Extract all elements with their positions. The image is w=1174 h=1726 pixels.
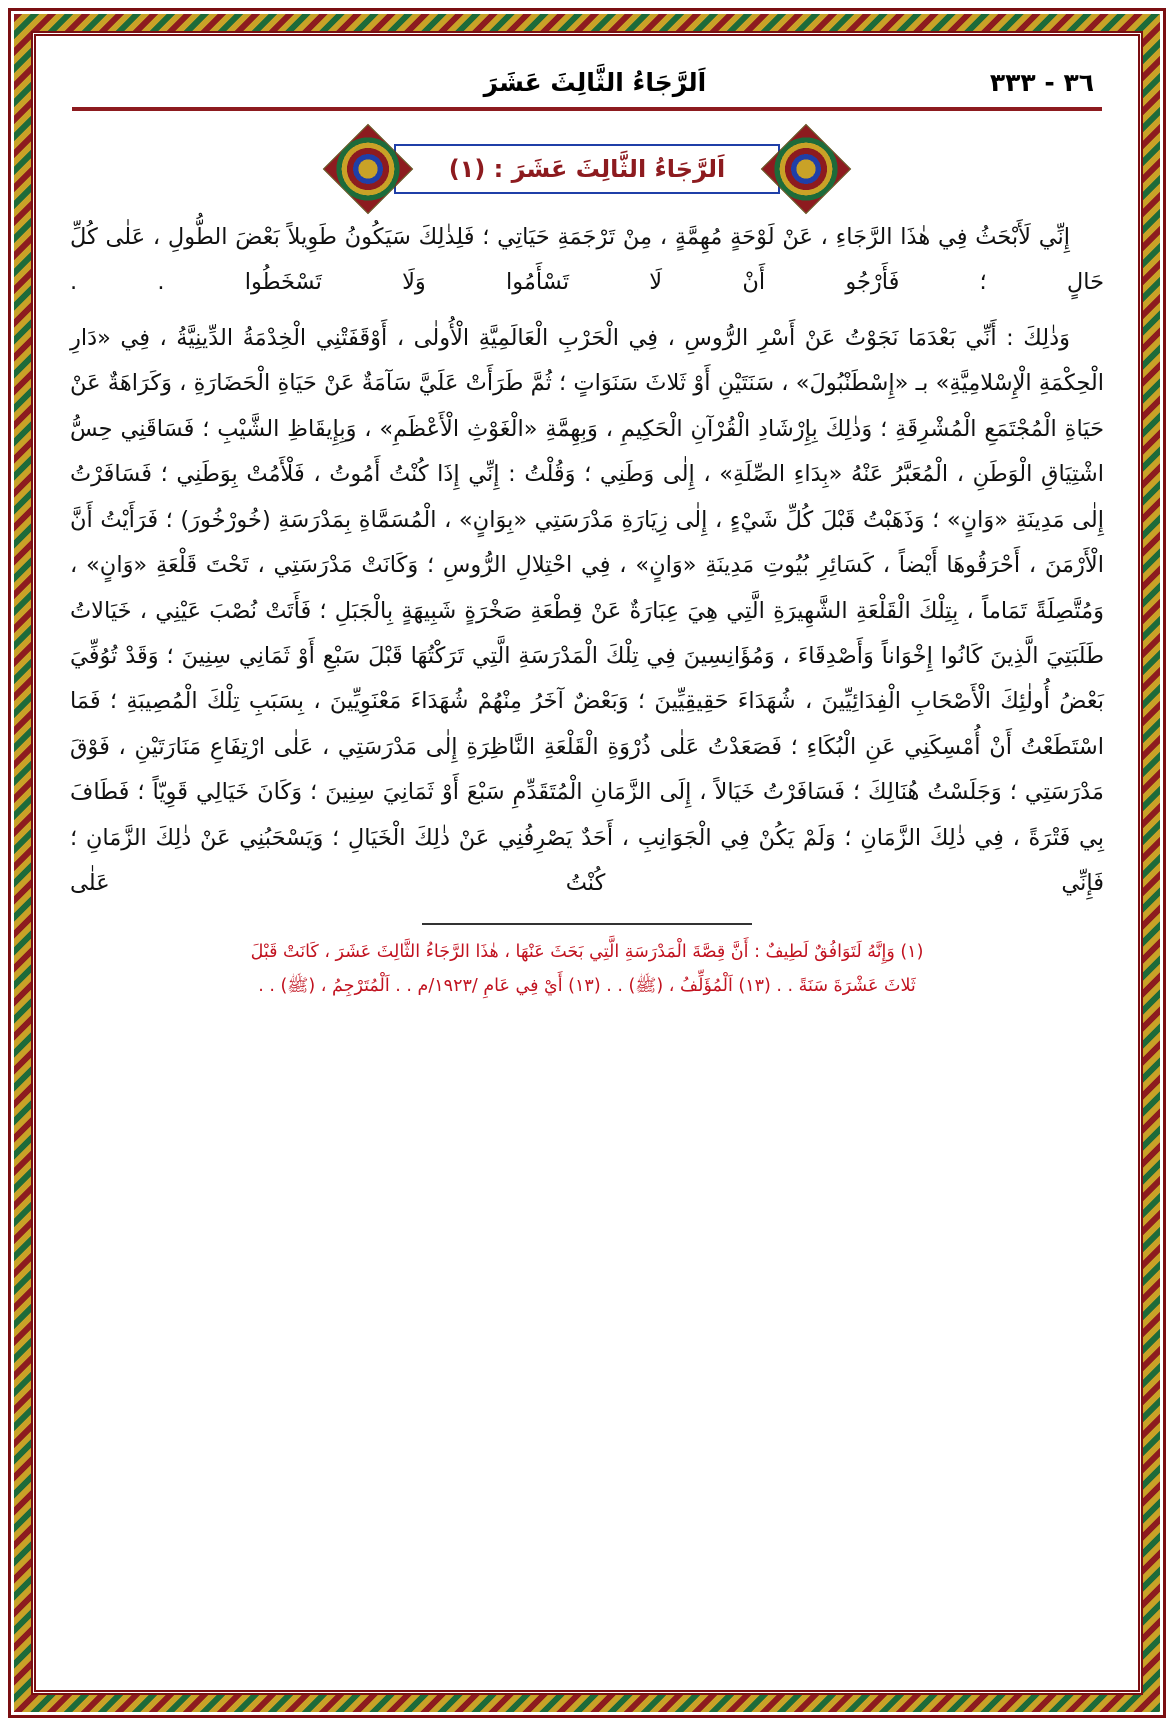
paragraph-2: وَذٰلِكَ : أَنِّي بَعْدَمَا نَجَوْتُ عَنْ أَسْرِ الرُّوسِ ، فِي الْحَرْبِ الْعَالَمِيَّةِ الْأُولٰى ، أَوْقَفَتْنِي الْخِدْمَةُ الدِّينِيَّةُ ، فِي «دَارِ الْحِكْمَةِ الْإِسْلامِيَّةِ» بـ «إِسْطَنْبُولَ» ، سَنَتَيْنِ أَوْ ثَلاثَ سَنَوَاتٍ ؛ ثُمَّ طَرَأَتْ عَلَيَّ سَآمَةٌ عَنْ حَيَاةِ الْحَضَارَةِ ، وَكَرَاهَةٌ عَنْ حَيَاةِ الْمُجْتَمَعِ الْمُشْرِقَةِ ؛ وَذٰلِكَ بِإِرْشَادِ الْقُرْآنِ الْحَكِيمِ ، وَبِهِمَّةِ «الْغَوْثِ الْأَعْظَمِ» ، وَبِإِيقَاظِ الشَّيْبِ ؛ فَسَاقَنِي حِسُّ اشْتِيَاقِ الْوَطَنِ ، الْمُعَبَّرُ عَنْهُ «بِدَاءِ الصِّلَةِ» ، إِلٰى وَطَنِي ؛ وَقُلْتُ : إِنِّي إِذَا كُنْتُ أَمُوتُ ، فَلْأَمُتْ بِوَطَنِي ؛ فَسَافَرْتُ إِلٰى مَدِينَةِ «وَانٍ» ؛ وَذَهَبْتُ قَبْلَ كُلِّ شَيْءٍ ، إِلٰى زِيَارَةِ مَدْرَسَتِي «بِوَانٍ» ، الْمُسَمَّاةِ بِمَدْرَسَةِ (خُورْخُورَ) ؛ فَرَأَيْتُ أَنَّ الْأَرْمَنَ ، أَحْرَقُوهَا أَيْضاً ، كَسَائِرِ بُيُوتِ مَدِينَةِ «وَانٍ» ، فِي احْتِلالِ الرُّوسِ ؛ وَكَانَتْ مَدْرَسَتِي ، تَحْتَ قَلْعَةِ «وَانٍ» ، وَمُتَّصِلَةً تَمَاماً ، بِتِلْكَ الْقَلْعَةِ الشَّهِيرَةِ الَّتِي هِيَ عِبَارَةٌ عَنْ قِطْعَةِ صَخْرَةٍ شَبِيهَةٍ بِالْجَبَلِ ؛ فَأَتَتْ نُصْبَ عَيْنِي ، خَيَالاتُ طَلَبَتِيَ الَّذِينَ كَانُوا إِخْوَاناً وَأَصْدِقَاءَ ، وَمُؤَانِسِينَ فِي تِلْكَ الْمَدْرَسَةِ الَّتِي تَرَكْتُهَا قَبْلَ سَبْعِ أَوْ ثَمَانِي سِنِينَ ؛ وَقَدْ تُوُفِّيَ بَعْضُ أُولٰئِكَ الْأَصْحَابِ الْفِدَائِيِّينَ ، شُهَدَاءَ حَقِيقِيِّينَ ؛ وَبَعْضٌ آخَرُ مِنْهُمْ شُهَدَاءَ مَعْنَوِيِّينَ ، بِسَبَبِ تِلْكَ الْمُصِيبَةِ ؛ فَمَا اسْتَطَعْتُ أَنْ أُمْسِكَنِي عَنِ الْبُكَاءِ ؛ فَصَعَدْتُ عَلٰى ذُرْوَةِ الْقَلْعَةِ النَّاظِرَةِ إِلٰى مَدْرَسَتِي ، عَلٰى ارْتِفَاعِ مَنَارَتَيْنِ ، فَوْقَ مَدْرَسَتِي ؛ وَجَلَسْتُ هُنَالِكَ ؛ فَسَافَرْتُ خَيَالاً ، إِلَى الزَّمَانِ الْمُتَقَدِّمِ سَبْعَ أَوْ ثَمَانِيَ سِنِينَ ؛ وَكَانَ خَيَالِي قَوِيّاً ؛ فَطَافَ بِي فَتْرَةً ، فِي ذٰلِكَ الزَّمَانِ ؛ وَلَمْ يَكُنْ فِي الْجَوَانِبِ ، أَحَدٌ يَصْرِفُنِي عَنْ ذٰلِكَ الْخَيَالِ ؛ وَيَسْحَبُنِي عَنْ ذٰلِكَ الزَّمَانِ ؛ فَإِنِّي كُنْتُ عَلٰى: [70, 324, 1104, 897]
body-text: [70, 215, 1104, 907]
ornament-medallion-right-icon: [761, 124, 852, 215]
footnote-line-2: ثَلاثَ عَشْرَةَ سَنَةً . . (١٣) اَلْمُؤَلِّفُ ، (ﷺ) . . (١٣) أَيْ فِي عَامِ /١٩٢٣/م . . اَلْمُتَرْجِمُ ، (ﷺ) . .: [258, 975, 916, 996]
page-header: [70, 62, 1104, 97]
footnote-line-1: (١) وَإِنَّهُ لَتَوَافُقٌ لَطِيفٌ : أَنَّ قِصَّةَ الْمَدْرَسَةِ الَّتِي بَحَثَ عَنْهَا ، هٰذَا الرَّجَاءُ الثَّالِثَ عَشَرَ ، كَانَتْ قَبْلَ: [250, 941, 924, 962]
section-heading-box: [394, 144, 780, 194]
page-number: ٣٦ - ٣٣٣: [989, 68, 1094, 97]
footnote: [70, 935, 1104, 1003]
section-heading-text: اَلرَّجَاءُ الثَّالِثَ عَشَرَ : (١): [448, 155, 726, 183]
footnote-divider: [422, 923, 752, 925]
ornament-medallion-left-icon: [323, 124, 414, 215]
paragraph-1: إِنِّي لَأَبْحَثُ فِي هٰذَا الرَّجَاءِ ، عَنْ لَوْحَةٍ مُهِمَّةٍ ، مِنْ تَرْجَمَةِ حَيَاتِي ؛ فَلِذٰلِكَ سَيَكُونُ طَوِيلاً بَعْضَ الطُّولِ ، عَلٰى كُلِّ حَالٍ ؛ فَأَرْجُو أَنْ لَا تَسْأَمُوا وَلَا تَسْخَطُوا . .: [70, 224, 1104, 296]
running-title: اَلرَّجَاءُ الثَّالِثَ عَشَرَ: [483, 68, 707, 97]
header-divider: [72, 107, 1102, 111]
section-heading: [352, 137, 822, 201]
page-content: [44, 44, 1130, 1682]
